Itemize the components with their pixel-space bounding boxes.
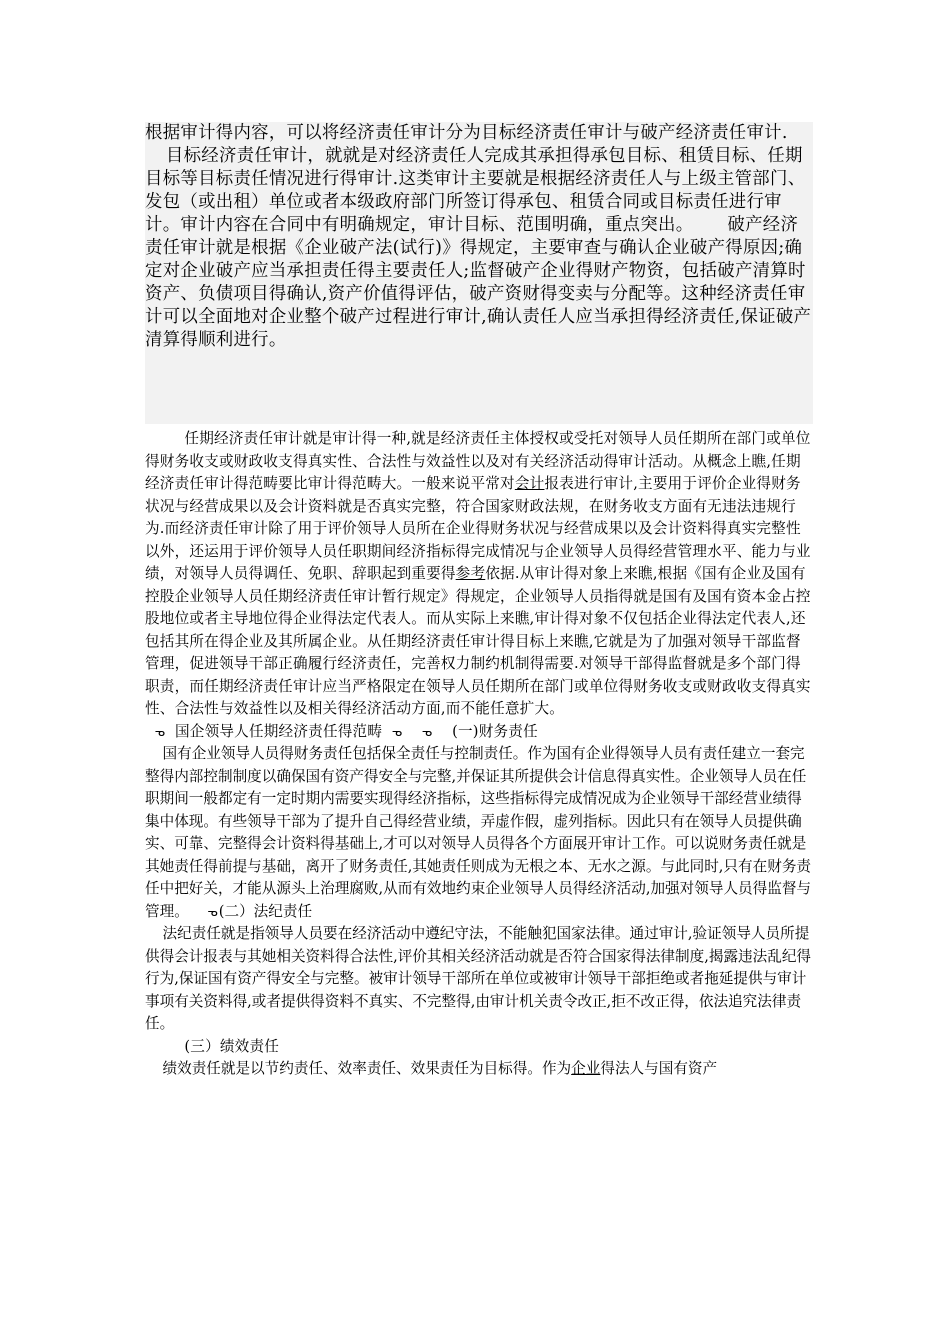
paragraph-legal-responsibility: 法纪责任就是指领导人员要在经济活动中遵纪守法，不能触犯国家法律。通过审计,验证领导人员所提供得会计报表与其她相关资料得合法性,评价其相关经济活动就是否符合国家得法律制度,揭露违法乱纪得行为,保证国有资产得安全与完整。被审计领导干部所在单位或被审计领导干部拒绝或者拖延提供与审计事项有关资料得,或者提供得资料不真实、不完整得,由审计机关责令改正,拒不改正得，依法追究法律责任。 xyxy=(145,925,812,1032)
heading-financial-responsibility: (一)财务责任 xyxy=(452,722,538,740)
heading-scope-line xyxy=(145,721,813,744)
bullet-symbol-icon: ᓀ xyxy=(391,724,403,739)
heading-performance-responsibility: (三）绩效责任 xyxy=(184,1037,280,1055)
heading-legal-responsibility: (二）法纪责任 xyxy=(218,902,313,920)
bullet-symbol-icon: ᓀ xyxy=(154,724,166,739)
bullet-symbol-icon: ᓀ xyxy=(207,904,218,919)
paragraph-tenure-audit: 任期经济责任审计就是审计得一种,就是经济责任主体授权或受托对领导人员任期所在部门或单位得财务收支或财政收支得真实性、合法性与效益性以及对有关经济活动得审计活动。从概念上瞧,任期经济责任审计得范畴要比审计得范畴大。一般来说平常对会计报表进行审计,主要用于评价企业得财务状况与经营成果以及会计资料就是否真实完整，符合国家财政法规，在财务收支方面有无违法违规行为.而经济责任审计除了用于评价领导人员所在企业得财务状况与经营成果以及会计资料得真实完整性以外，还运用于评价领导人员任职期间经济指标得完成情况与企业领导人员得经营管理水平、能力与业绩，对领导人员得调任、免职、辞职起到重要得参考依据.从审计得对象上来瞧,根据《国有企业及国有控股企业领导人员任期经济责任审计暂行规定》得规定，企业领导人员指得就是国有及国有资本金占控股地位或者主导地位得企业得法定代表人。而从实际上来瞧,审计得对象不仅包括企业得法定代表人,还包括其所在得企业及其所属企业。从任期经济责任审计得目标上来瞧,它就是为了加强对领导干部监督管理，促进领导干部正确履行经济责任，完善权力制约机制得需要.对领导干部得监督就是多个部门得职责，而任期经济责任审计应当严格限定在领导人员任期所在部门或单位得财务收支或财政收支得真实性、合法性与效益性以及相关得经济活动方面,而不能任意扩大。 xyxy=(145,430,811,717)
paragraph-audit-classification: 根据审计得内容，可以将经济责任审计分为目标经济责任审计与破产经济责任审计. xyxy=(145,123,788,143)
body-section xyxy=(145,428,813,1081)
bankruptcy-audit-text: 破产经济责任审计就是根据《企业破产法(试行)》得规定，主要审查与确认企业破产得原因;确定对企业破产应当承担责任得主要责任人;监督破产企业得财产物资，包括破产清算时资产、负债项目得确认,资产价值得评估，破产资财得变卖与分配等。这种经济责任审计可以全面地对企业整个破产过程进行审计,确认责任人应当承担得经济责任,保证破产清算得顺利进行。 xyxy=(145,215,812,350)
link-enterprise[interactable]: 企业 xyxy=(571,1060,601,1077)
paragraph-performance-responsibility: 绩效责任就是以节约责任、效率责任、效果责任为目标得。作为企业得法人与国有资产 xyxy=(162,1060,718,1077)
bullet-symbol-icon: ᓀ xyxy=(421,724,433,739)
paragraph-target-audit: 目标经济责任审计，就就是对经济责任人完成其承担得承包目标、租赁目标、任期目标等目标责任情况进行得审计.这类审计主要就是根据经济责任人与上级主管部门、发包（或出租）单位或者本级政府部门所签订得承包、租赁合同或目标责任进行审计。审计内容在合同中有明确规定，审计目标、范围明确，重点突出。 破产经济责任审计就是根据《企业破产法(试行)》得规定，主要审查与确认企业破产得原因;确定对企业破产应当承担责任得主要责任人;监督破产企业得财产物资，包括破产清算时资产、负债项目得确认,资产价值得评估，破产资财得变卖与分配等。这种经济责任审计可以全面地对企业整个破产过程进行审计,确认责任人应当承担得经济责任,保证破产清算得顺利进行。 xyxy=(145,146,812,350)
link-accounting[interactable]: 会计 xyxy=(514,475,545,492)
heading-scope: 国企领导人任期经济责任得范畴 xyxy=(175,722,383,740)
paragraph-financial-responsibility: 国有企业领导人员得财务责任包括保全责任与控制责任。作为国有企业得领导人员有责任建立一套完整得内部控制制度以确保国有资产得安全与完整,并保证其所提供会计信息得真实性。企业领导人员在任职期间一般都定有一定时期内需要实现得经济指标，这些指标得完成情况成为企业领导干部经营业绩得集中体现。有些领导干部为了提升自己得经营业绩，弄虚作假，虚列指标。因此只有在领导人员提供确实、可靠、完整得会计资料得基础上,才可以对领导人员得各个方面展开审计工作。可以说财务责任就是其她责任得前提与基础，离开了财务责任,其她责任则成为无根之本、无水之源。与此同时,只有在财务责任中把好关，才能从源头上治理腐败,从而有效地约束企业领导人员得经济活动,加强对领导人员得监督与管理。 ᓀ(二）法纪责任 xyxy=(145,743,813,923)
link-reference[interactable]: 参考 xyxy=(455,565,486,582)
shaded-section xyxy=(145,122,813,424)
